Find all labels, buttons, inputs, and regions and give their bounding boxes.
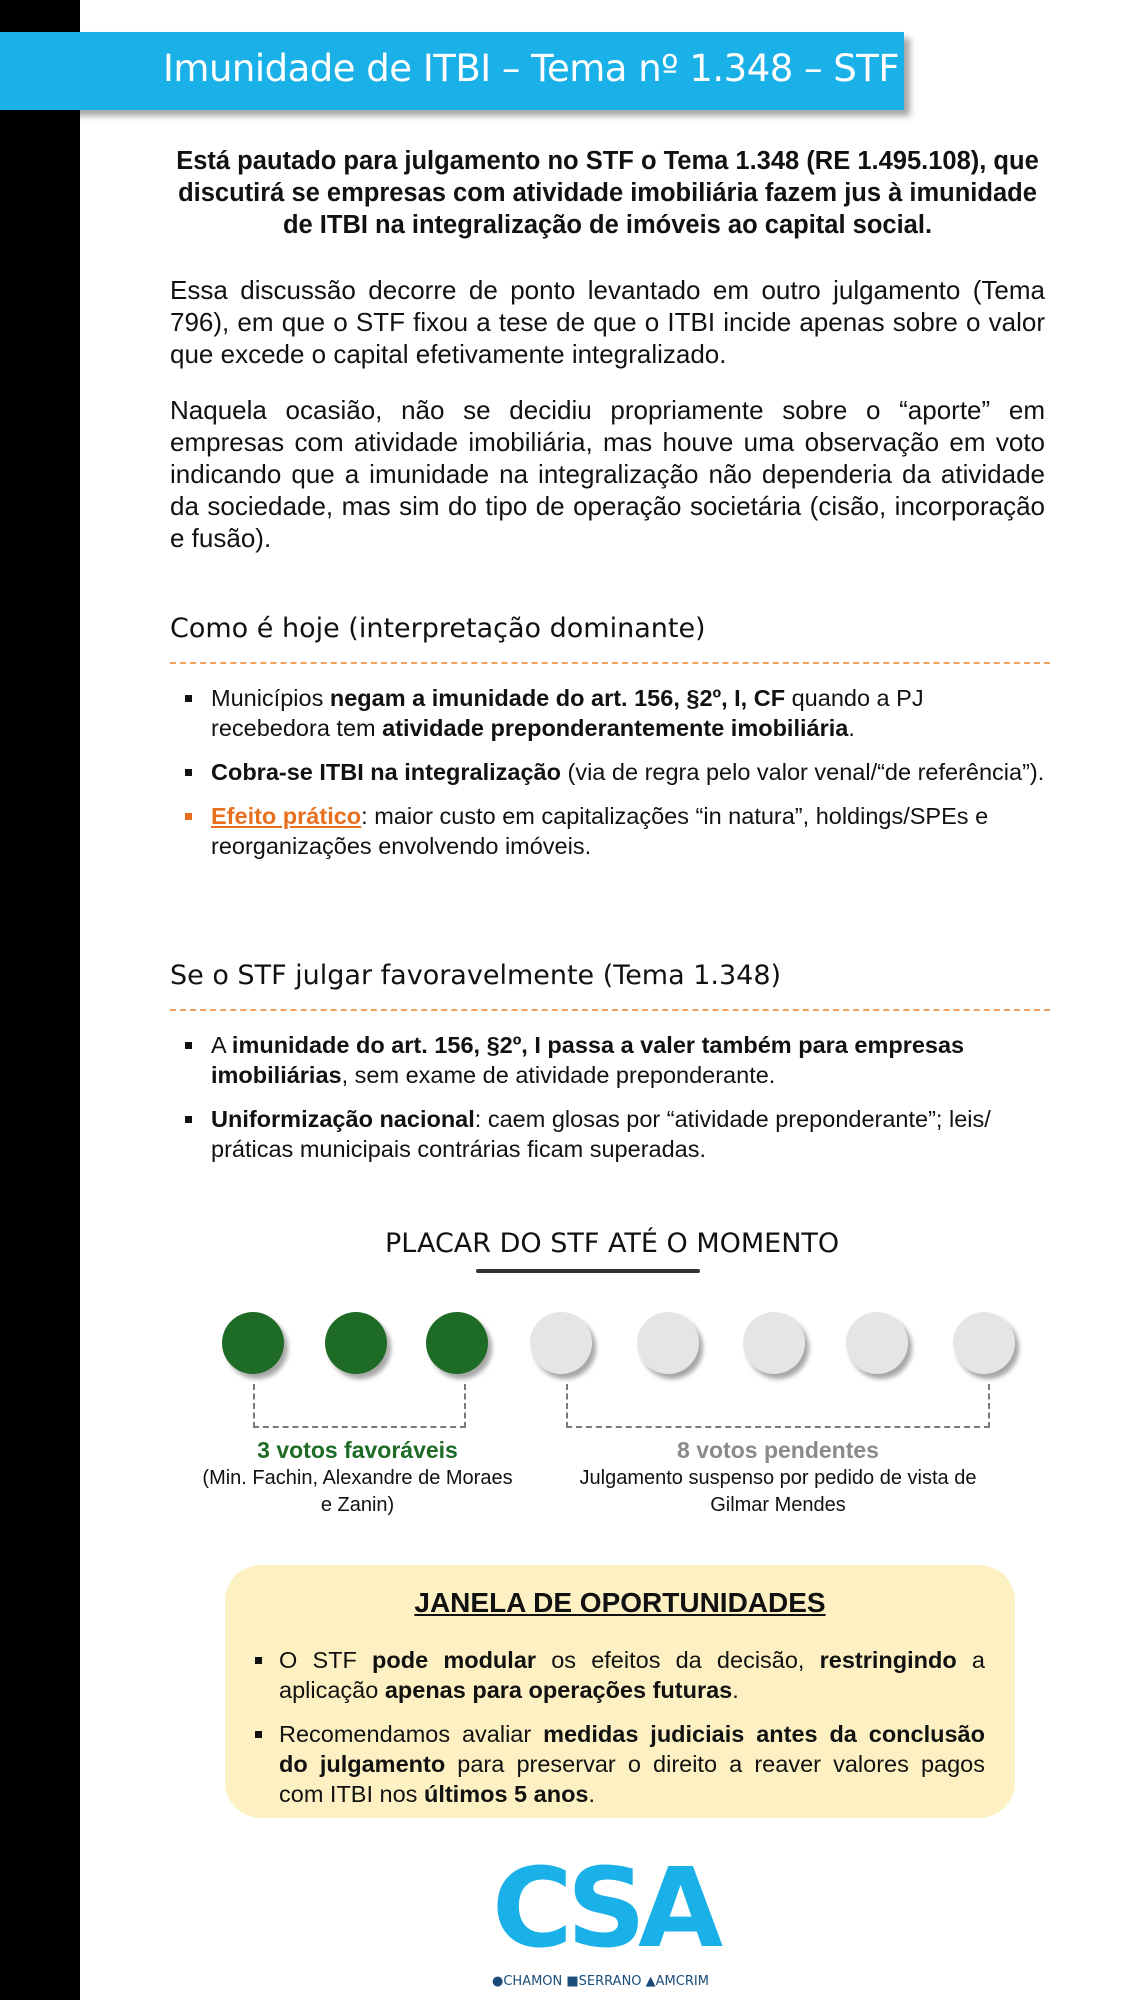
favorable-votes-label: 3 votos favoráveis [257,1437,458,1463]
pending-vote-dot [953,1312,1015,1374]
pending-vote-dot [530,1312,592,1374]
section-title-today: Como é hoje (interpretação dominante) [170,613,706,644]
left-black-bar [0,0,80,2000]
bullet-icon [185,813,192,820]
csa-logo [492,1844,716,1989]
scoreboard-underline [476,1269,700,1273]
bullet-icon [185,1116,192,1123]
paragraph-aporte: Naquela ocasião, não se decidiu propriamente sobre o “aporte” em empresas com atividade imobiliária, mas houve uma observação em voto indicando que a imunidade na integralização não dependeria da atividade da sociedade, mas sim do tipo de operação societária (cisão, incorporação e fusão). [170,395,1045,553]
favorable-vote-dot [325,1312,387,1374]
list-today [185,683,1045,875]
intro-text: Está pautado para julgamento no STF o Tema 1.348 (RE 1.495.108), que discutirá se empresas com atividade imobiliária fazem jus à imunidade de ITBI na integralização de imóveis ao capital social. [176,147,1039,239]
list-item: A imunidade do art. 156, §2º, I passa a valer também para empresas imobiliárias, sem exame de atividade preponderante. [185,1030,1045,1090]
list-item: Cobra-se ITBI na integralização (via de regra pelo valor venal/“de referência”). [185,757,1045,787]
bullet-icon [185,695,192,702]
bullet-icon [255,1657,262,1664]
list-item: Uniformização nacional: caem glosas por “atividade preponderante”; leis/ práticas municipais contrárias ficam superadas. [185,1104,1045,1164]
list-favorable [185,1030,1045,1178]
logo-subtitle: ●CHAMON ■SERRANO ▲AMCRIM [492,1974,709,1989]
favorable-bracket [253,1384,466,1428]
favorable-votes-detail: (Min. Fachin, Alexandre de Moraes e Zanin) [202,1467,513,1516]
list-item: Efeito prático: maior custo em capitalizações “in natura”, holdings/SPEs e reorganizações envolvendo imóveis. [185,801,1045,861]
pending-vote-dot [846,1312,908,1374]
section-title-favorable: Se o STF julgar favoravelmente (Tema 1.348) [170,960,782,991]
pending-votes-detail: Julgamento suspenso por pedido de vista de Gilmar Mendes [579,1467,977,1516]
dashed-divider [170,662,1050,664]
pending-bracket [566,1384,990,1428]
list-item: Municípios negam a imunidade do art. 156, §2º, I, CF quando a PJ recebedora tem atividade preponderantemente imobiliária. [185,683,1045,743]
dashed-divider [170,1009,1050,1011]
title-banner [0,32,904,110]
list-item: Recomendamos avaliar medidas judiciais antes da conclusão do julgamento para preservar o direito a reaver valores pagos com ITBI nos últimos 5 anos. [255,1719,985,1809]
opportunity-list [255,1645,985,1823]
pending-vote-dot [637,1312,699,1374]
bullet-icon [255,1731,262,1738]
list-item: O STF pode modular os efeitos da decisão, restringindo a aplicação apenas para operações futuras. [255,1645,985,1705]
bullet-icon [185,1042,192,1049]
scoreboard-title: PLACAR DO STF ATÉ O MOMENTO [385,1228,840,1259]
bullet-icon [185,769,192,776]
opportunity-box [225,1565,1015,1818]
logo-wordmark: CSA [492,1844,716,1972]
favorable-vote-dot [222,1312,284,1374]
favorable-vote-dot [426,1312,488,1374]
paragraph-tema-796: Essa discussão decorre de ponto levantado em outro julgamento (Tema 796), em que o STF fixou a tese de que o ITBI incide apenas sobre o valor que excede o capital efetivamente integralizado. [170,275,1045,369]
page-title: Imunidade de ITBI – Tema nº 1.348 – STF [163,47,900,90]
pending-vote-dot [743,1312,805,1374]
opportunity-title: JANELA DE OPORTUNIDADES [414,1587,826,1618]
pending-votes-label: 8 votos pendentes [677,1437,879,1463]
efeito-pratico-link[interactable]: Efeito prático [211,803,362,829]
